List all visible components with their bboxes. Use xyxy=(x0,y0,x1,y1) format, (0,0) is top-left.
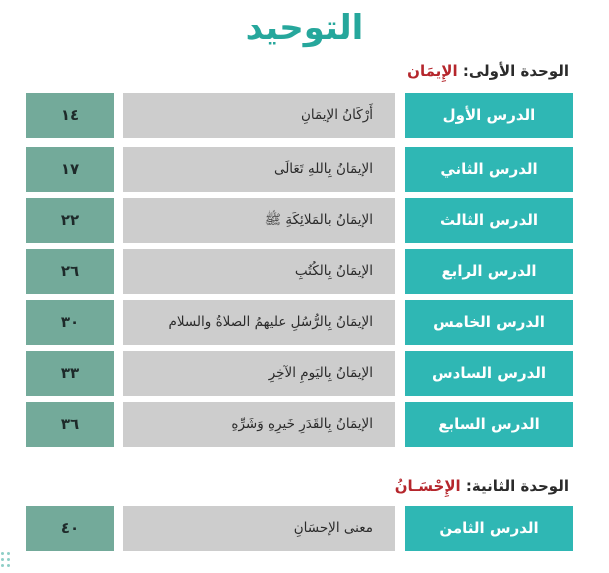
lesson-page: ٢٢ xyxy=(26,198,114,243)
lesson-row[interactable] xyxy=(0,93,609,138)
lesson-row[interactable] xyxy=(0,300,609,345)
lesson-topic: معنى الإحسَانِ xyxy=(123,506,395,551)
lesson-number: الدرس الرابع xyxy=(405,249,573,294)
lesson-number: الدرس الثاني xyxy=(405,147,573,192)
lesson-topic: الإيمَانُ بِالقَدَرِ خَيرِهِ وَشَرِّهِ xyxy=(123,402,395,447)
lesson-number: الدرس السادس xyxy=(405,351,573,396)
unit-header xyxy=(407,58,569,84)
lesson-topic: الإيمَانُ بِالرُّسُلِ عليهمُ الصلاةُ والسلام xyxy=(123,300,395,345)
unit-label: الوحدة الأولى: xyxy=(462,62,569,80)
lesson-page: ٣٠ xyxy=(26,300,114,345)
lesson-number: الدرس الخامس xyxy=(405,300,573,345)
lesson-topic: أَرْكَانُ الإيمَانِ xyxy=(123,93,395,138)
decorative-dots xyxy=(0,550,14,570)
lesson-topic: الإيمَانُ بِاللهِ تَعَالَى xyxy=(123,147,395,192)
unit-label: الوحدة الثانية: xyxy=(465,477,569,495)
lesson-page: ٣٣ xyxy=(26,351,114,396)
unit-name: الإِحْسَـانُ xyxy=(394,477,461,495)
lesson-number: الدرس الأول xyxy=(405,93,573,138)
lesson-page: ١٧ xyxy=(26,147,114,192)
lesson-topic: الإيمَانُ بِاليَومِ الآخِرِ xyxy=(123,351,395,396)
lesson-number: الدرس الثامن xyxy=(405,506,573,551)
lesson-page: ٤٠ xyxy=(26,506,114,551)
lesson-page: ١٤ xyxy=(26,93,114,138)
lesson-number: الدرس السابع xyxy=(405,402,573,447)
lesson-number: الدرس الثالث xyxy=(405,198,573,243)
lesson-row[interactable] xyxy=(0,351,609,396)
lesson-row[interactable] xyxy=(0,249,609,294)
lesson-topic: الإيمَانُ بِالكُتُبِ xyxy=(123,249,395,294)
lesson-page: ٢٦ xyxy=(26,249,114,294)
page-title: التوحيد xyxy=(245,8,364,48)
lesson-row[interactable] xyxy=(0,147,609,192)
lesson-row[interactable] xyxy=(0,506,609,551)
unit-name: الإِيمَان xyxy=(407,62,458,80)
unit-header xyxy=(395,473,569,499)
lesson-page: ٣٦ xyxy=(26,402,114,447)
lesson-topic: الإيمَانُ بالمَلائِكَةِ ﷺ xyxy=(123,198,395,243)
lesson-row[interactable] xyxy=(0,198,609,243)
lesson-row[interactable] xyxy=(0,402,609,447)
